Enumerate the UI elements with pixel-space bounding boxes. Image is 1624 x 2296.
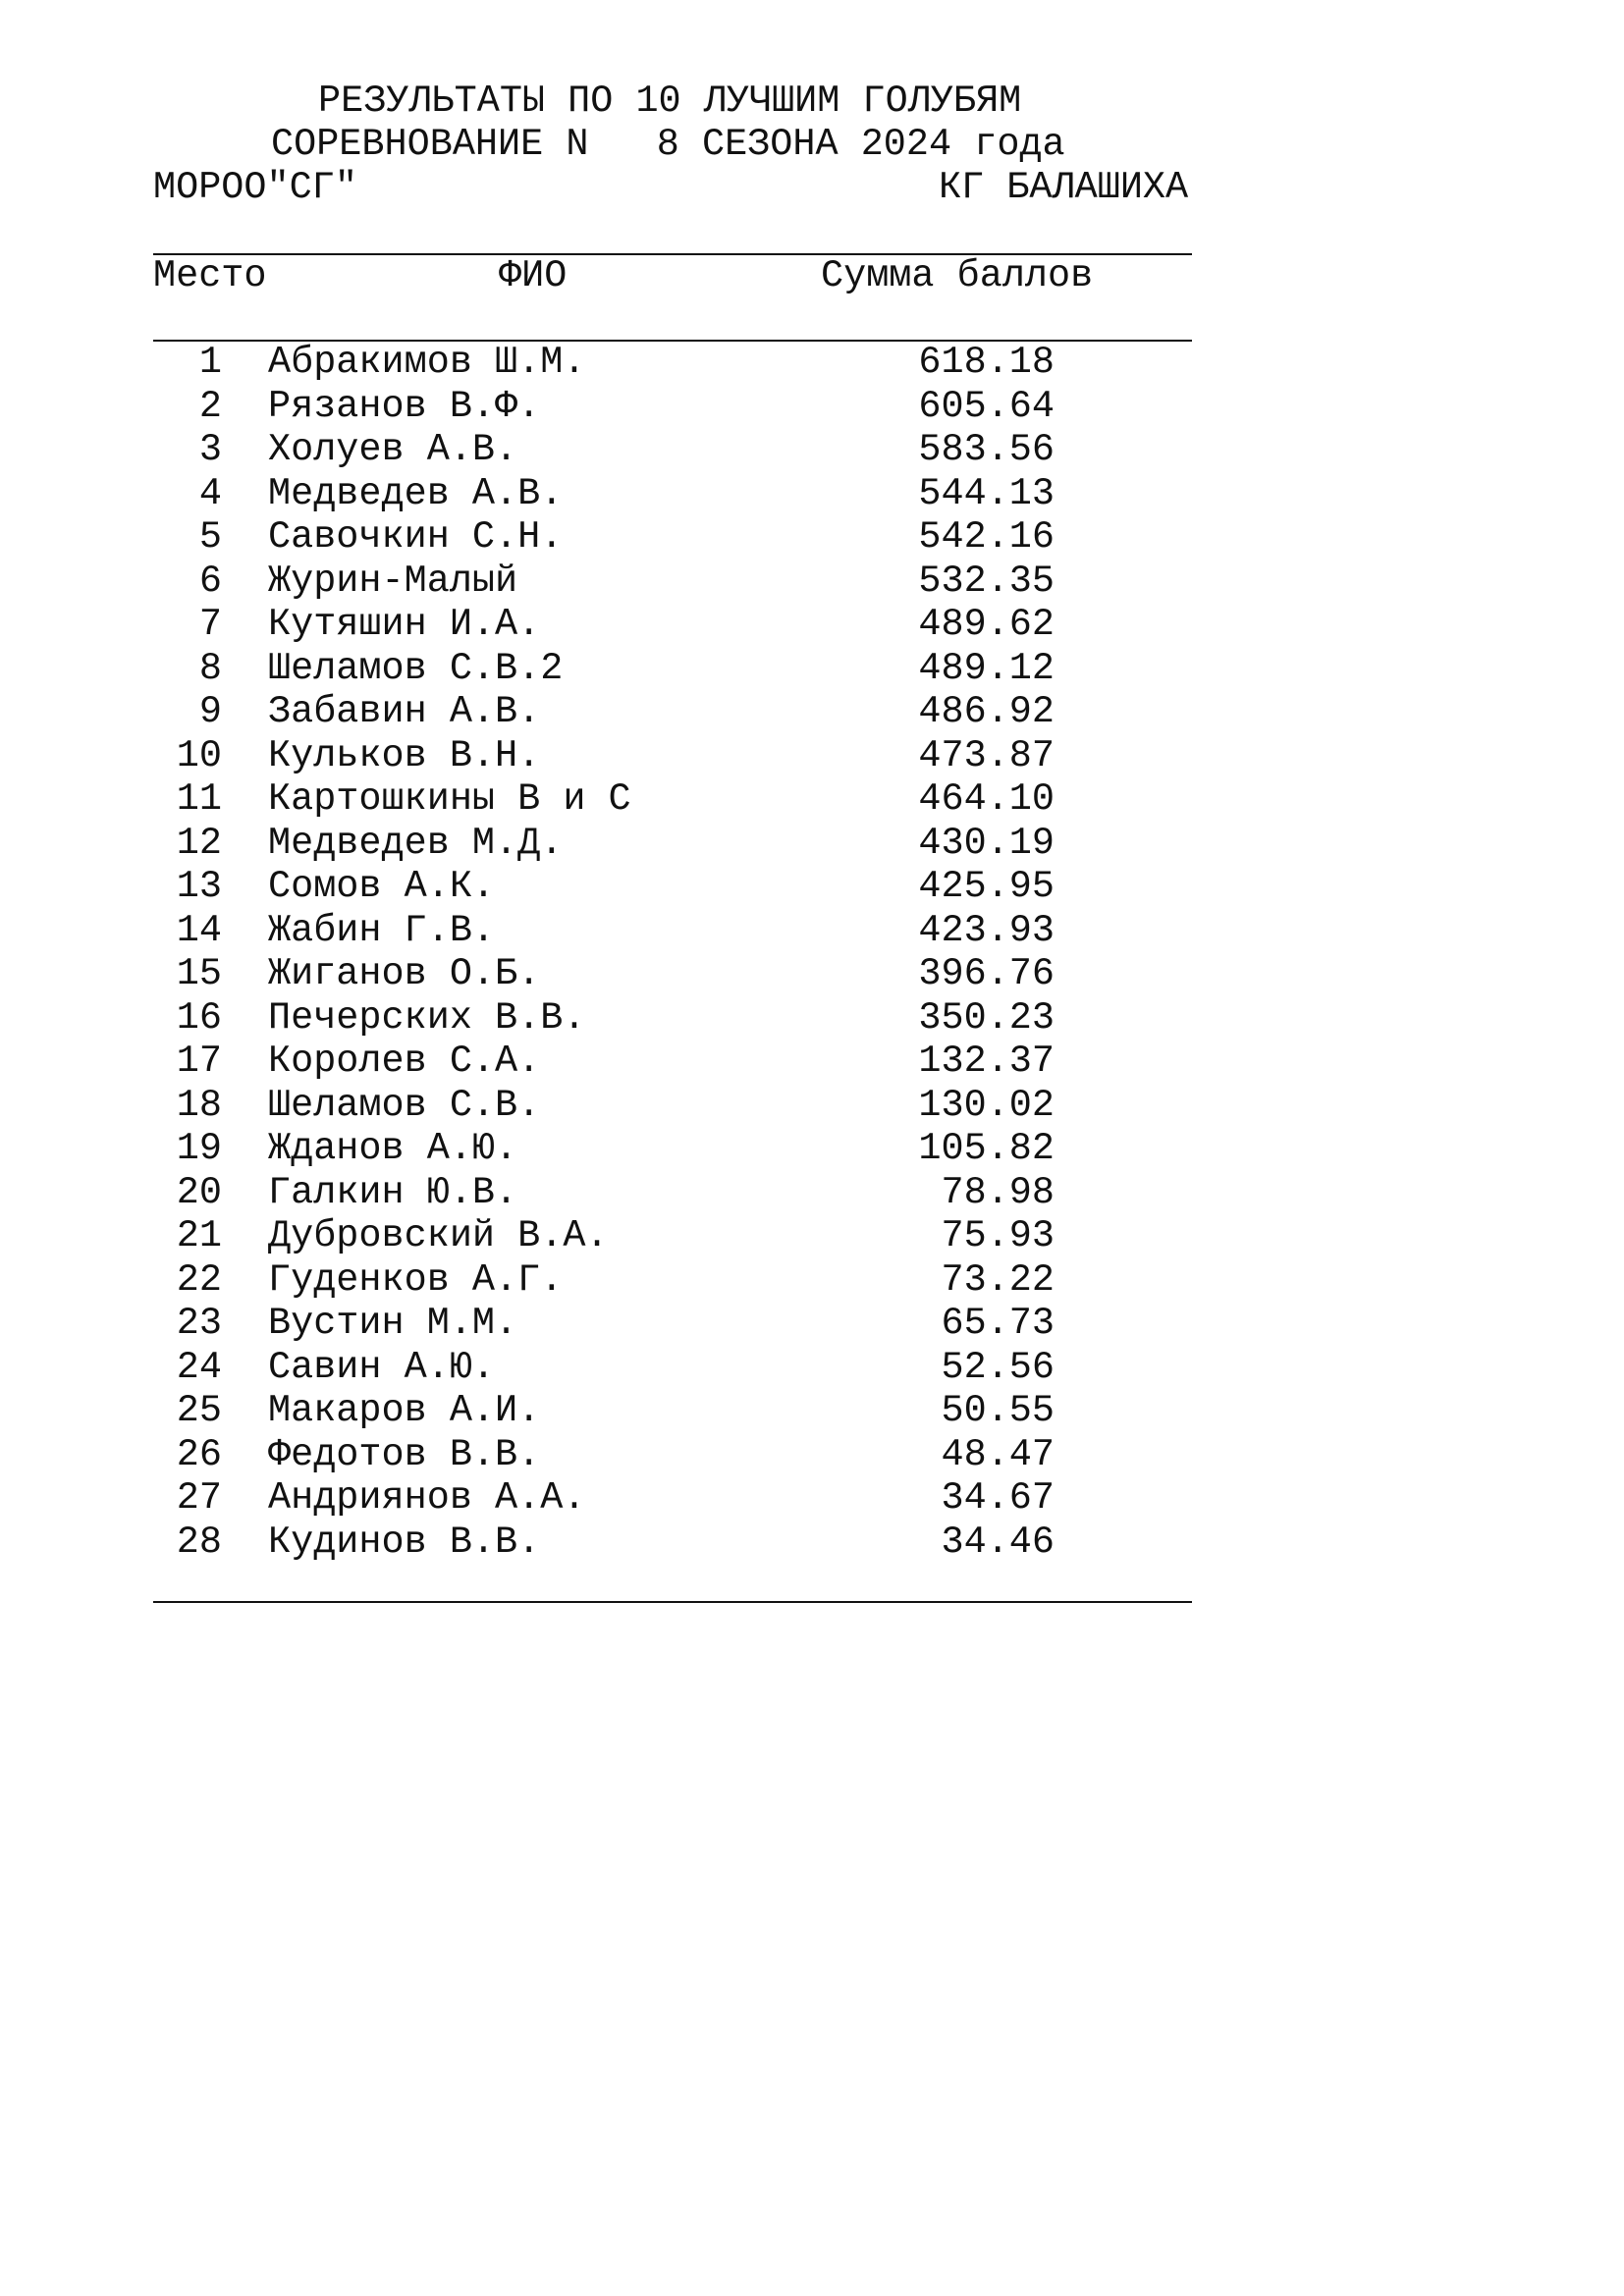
score-cell: 105.82 xyxy=(918,1127,1055,1170)
score-cell: 425.95 xyxy=(918,865,1055,908)
name-cell: Королев С.А. xyxy=(268,1040,541,1083)
name-cell: Шеламов С.В.2 xyxy=(268,646,564,690)
table-row xyxy=(0,690,1624,736)
table-row xyxy=(0,821,1624,868)
place-cell: 7 xyxy=(198,603,222,646)
table-row xyxy=(0,1042,1624,1086)
name-cell: Федотов В.В. xyxy=(268,1432,541,1476)
table-row xyxy=(0,471,1624,518)
table-row xyxy=(0,515,1624,561)
place-cell: 21 xyxy=(176,1214,222,1257)
document-title: РЕЗУЛЬТАТЫ ПО 10 ЛУЧШИМ ГОЛУБЯМ xyxy=(318,80,1022,123)
table-row xyxy=(0,1432,1624,1479)
place-cell: 9 xyxy=(198,690,222,733)
name-cell: Абракимов Ш.М. xyxy=(268,341,586,384)
place-cell: 16 xyxy=(176,995,222,1040)
name-cell: Гуденков А.Г. xyxy=(268,1257,564,1302)
name-cell: Галкин Ю.В. xyxy=(268,1170,518,1214)
table-row xyxy=(0,384,1624,431)
score-cell: 473.87 xyxy=(918,733,1055,777)
score-cell: 34.46 xyxy=(941,1520,1055,1564)
name-cell: Медведев М.Д. xyxy=(268,821,564,865)
score-cell: 618.18 xyxy=(918,341,1055,384)
place-cell: 14 xyxy=(176,908,222,952)
place-cell: 17 xyxy=(176,1040,222,1083)
name-cell: Печерских В.В. xyxy=(268,995,586,1040)
name-cell: Шеламов С.В. xyxy=(268,1083,541,1127)
score-cell: 605.64 xyxy=(918,384,1055,428)
name-cell: Кульков В.Н. xyxy=(268,733,541,777)
table-row xyxy=(0,646,1624,693)
score-cell: 130.02 xyxy=(918,1083,1055,1127)
name-cell: Жиганов О.Б. xyxy=(268,952,541,995)
place-cell: 19 xyxy=(176,1127,222,1170)
table-row xyxy=(0,777,1624,824)
name-cell: Кудинов В.В. xyxy=(268,1520,541,1564)
place-cell: 2 xyxy=(198,384,222,428)
place-cell: 28 xyxy=(176,1520,222,1564)
column-header-place: Место xyxy=(153,254,267,297)
place-cell: 12 xyxy=(176,821,222,865)
table-row xyxy=(0,995,1624,1042)
score-cell: 132.37 xyxy=(918,1040,1055,1083)
name-cell: Холуев А.В. xyxy=(268,428,518,471)
table-row xyxy=(0,1083,1624,1130)
score-cell: 489.62 xyxy=(918,603,1055,646)
table-row xyxy=(0,1476,1624,1522)
score-cell: 542.16 xyxy=(918,515,1055,559)
score-cell: 350.23 xyxy=(918,995,1055,1040)
name-cell: Журин-Малый xyxy=(268,559,518,603)
column-header-name: ФИО xyxy=(499,254,568,297)
place-cell: 27 xyxy=(176,1476,222,1520)
score-cell: 486.92 xyxy=(918,690,1055,733)
table-row xyxy=(0,428,1624,474)
score-cell: 52.56 xyxy=(941,1345,1055,1389)
place-cell: 3 xyxy=(198,428,222,471)
place-cell: 20 xyxy=(176,1170,222,1214)
table-row xyxy=(0,1214,1624,1260)
table-row xyxy=(0,733,1624,780)
table-row xyxy=(0,865,1624,911)
organization-name: МОРОО"СГ" xyxy=(153,166,357,209)
place-cell: 22 xyxy=(176,1257,222,1302)
name-cell: Макаров А.И. xyxy=(268,1389,541,1432)
name-cell: Жабин Г.В. xyxy=(268,908,496,952)
score-cell: 65.73 xyxy=(941,1302,1055,1345)
name-cell: Забавин А.В. xyxy=(268,690,541,733)
place-cell: 26 xyxy=(176,1432,222,1476)
name-cell: Медведев А.В. xyxy=(268,471,564,515)
place-cell: 24 xyxy=(176,1345,222,1389)
name-cell: Сомов А.К. xyxy=(268,865,496,908)
name-cell: Савин А.Ю. xyxy=(268,1345,496,1389)
place-cell: 4 xyxy=(198,471,222,515)
table-row xyxy=(0,1257,1624,1305)
score-cell: 423.93 xyxy=(918,908,1055,952)
score-cell: 75.93 xyxy=(941,1214,1055,1257)
competition-subtitle: СОРЕВНОВАНИЕ N 8 СЕЗОНА 2024 года xyxy=(271,123,1065,166)
place-cell: 11 xyxy=(176,777,222,821)
column-header-score: Сумма баллов xyxy=(821,254,1094,297)
name-cell: Картошкины В и С xyxy=(268,777,631,821)
place-cell: 13 xyxy=(176,865,222,908)
name-cell: Вустин М.М. xyxy=(268,1302,518,1345)
name-cell: Кутяшин И.А. xyxy=(268,603,541,646)
score-cell: 544.13 xyxy=(918,471,1055,515)
club-name: КГ БАЛАШИХА xyxy=(939,166,1189,209)
table-row xyxy=(0,603,1624,649)
name-cell: Дубровский В.А. xyxy=(268,1214,609,1257)
place-cell: 6 xyxy=(198,559,222,603)
name-cell: Савочкин С.Н. xyxy=(268,515,564,559)
place-cell: 18 xyxy=(176,1083,222,1127)
score-cell: 78.98 xyxy=(941,1170,1055,1214)
table-row xyxy=(0,952,1624,998)
table-row xyxy=(0,1302,1624,1348)
table-row xyxy=(0,341,1624,387)
place-cell: 1 xyxy=(198,341,222,384)
place-cell: 25 xyxy=(176,1389,222,1432)
table-row xyxy=(0,1345,1624,1392)
score-cell: 50.55 xyxy=(941,1389,1055,1432)
place-cell: 15 xyxy=(176,952,222,995)
name-cell: Андриянов А.А. xyxy=(268,1476,586,1520)
table-row xyxy=(0,1127,1624,1173)
score-cell: 532.35 xyxy=(918,559,1055,603)
place-cell: 10 xyxy=(176,733,222,777)
table-row xyxy=(0,1170,1624,1217)
score-cell: 34.67 xyxy=(941,1476,1055,1520)
place-cell: 8 xyxy=(198,646,222,690)
table-row xyxy=(0,1520,1624,1567)
score-cell: 430.19 xyxy=(918,821,1055,865)
table-bottom-rule xyxy=(153,1601,1192,1603)
score-cell: 73.22 xyxy=(941,1257,1055,1302)
score-cell: 396.76 xyxy=(918,952,1055,995)
score-cell: 489.12 xyxy=(918,646,1055,690)
table-row xyxy=(0,908,1624,955)
place-cell: 5 xyxy=(198,515,222,559)
place-cell: 23 xyxy=(176,1302,222,1345)
table-row xyxy=(0,1389,1624,1435)
score-cell: 48.47 xyxy=(941,1432,1055,1476)
name-cell: Жданов А.Ю. xyxy=(268,1127,518,1170)
name-cell: Рязанов В.Ф. xyxy=(268,384,541,428)
score-cell: 583.56 xyxy=(918,428,1055,471)
score-cell: 464.10 xyxy=(918,777,1055,821)
table-row xyxy=(0,559,1624,606)
